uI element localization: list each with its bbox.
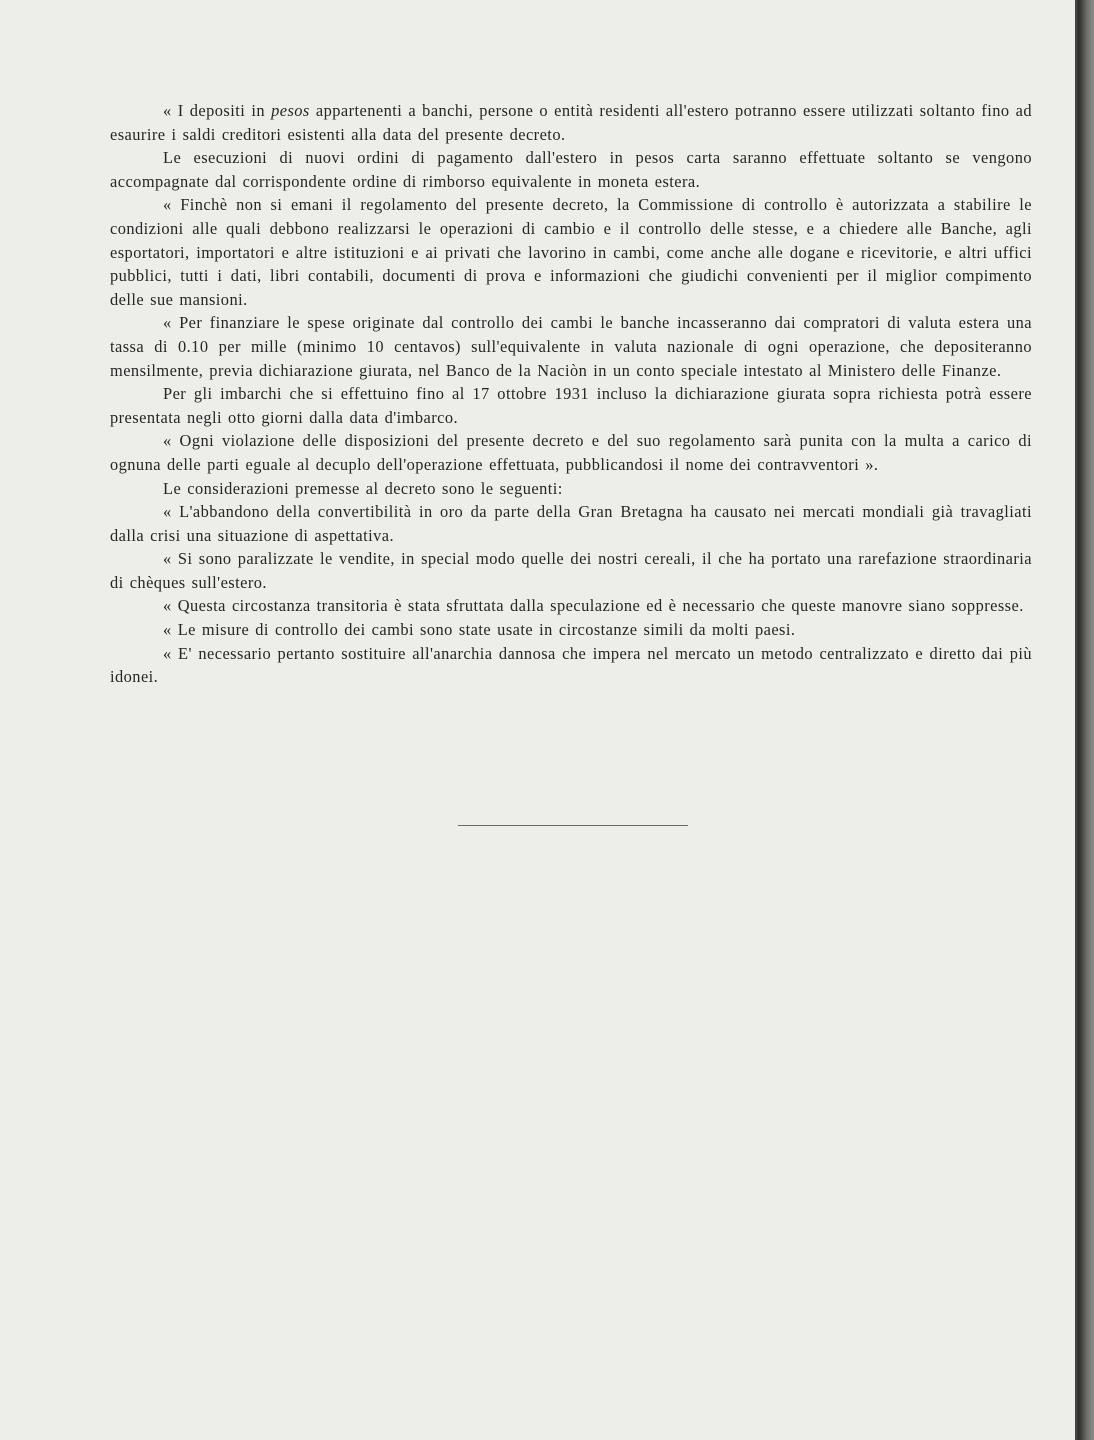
paragraph-tax: « Per finanziare le spese originate dal controllo dei cambi le banche incasseranno dai compratori di valuta estera una tassa di 0.10 per mille (minimo 10 centavos) sull'equivalente in valuta nazionale di ogni operazione, che depositeranno mensilmente, previa dichiarazione giurata, nel Banco de la Naciòn in un conto speciale intestato al Ministero delle Finanze. (110, 313, 1032, 380)
paragraph-control-measures: « Le misure di controllo dei cambi sono state usate in circostanze simili da molti paesi. (163, 620, 796, 640)
paragraph-shipments: Per gli imbarchi che si effettuino fino al 17 ottobre 1931 incluso la dichiarazione giurata sopra richiesta potrà essere presentata negli otto giorni dalla data d'imbarco. (110, 384, 1032, 427)
paragraph-text: « I depositi in (163, 101, 272, 120)
paragraph-text: appartenenti a banchi, persone o entità residenti all'estero potranno essere utilizzati soltanto fino ad esaurire i saldi creditori esistenti alla data del presente decreto. (110, 101, 1032, 144)
paragraph-payment-orders: Le esecuzioni di nuovi ordini di pagamento dall'estero in pesos carta saranno effettuate soltanto se vengono accompagnate dal corrispondente ordine di rimborso equivalente in moneta estera. (110, 148, 1032, 191)
paragraph-speculation: « Questa circostanza transitoria è stata sfruttata dalla speculazione ed è necessario che queste manovre siano soppresse. (163, 596, 1024, 616)
paragraph-considerations: Le considerazioni premesse al decreto sono le seguenti: (163, 478, 563, 498)
paragraph-sales-paralyzed: « Si sono paralizzate le vendite, in special modo quelle dei nostri cereali, il che ha portato una rarefazione straordinaria di chèques sull'estero. (110, 549, 1032, 592)
paragraph-commission: « Finchè non si emani il regolamento del presente decreto, la Commissione di controllo è autorizzata a stabilire le condizioni alle quali debbono realizzarsi le operazioni di cambio e il controllo delle stesse, e a chiedere alle Banche, agli esportatori, importatori e altre istituzioni e ai privati che lavorino in cambi, come anche alle dogane e ricevitorie, e altri uffici pubblici, tutti i dati, libri contabili, documenti di prova e informazioni che giudichi convenienti per il miglior compimento delle sue mansioni. (110, 195, 1032, 309)
paragraph-centralized-method: « E' necessario pertanto sostituire all'anarchia dannosa che impera nel mercato un metodo centralizzato e diretto dai più idonei. (110, 643, 1032, 687)
italic-word: pesos (271, 101, 310, 120)
binding-edge (1075, 0, 1094, 1440)
paragraph-gold-convertibility: « L'abbandono della convertibilità in oro da parte della Gran Bretagna ha causato nei mercati mondiali già travagliati dalla crisi una situazione di aspettativa. (110, 502, 1032, 545)
section-divider (458, 825, 688, 826)
paragraph-pesos-deposits (110, 99, 1032, 146)
body-text (110, 99, 1032, 689)
paragraph-violations: « Ogni violazione delle disposizioni del presente decreto e del suo regolamento sarà punita con la multa a carico di ognuna delle parti eguale al decuplo dell'operazione effettuata, pubblicandosi il nome dei contravventori ». (110, 431, 1032, 474)
